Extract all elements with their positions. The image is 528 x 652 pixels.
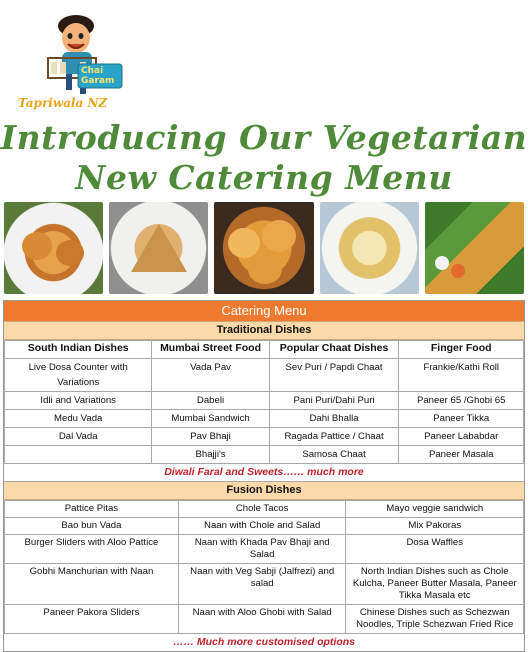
menu-cell xyxy=(5,446,152,464)
menu-cell: Chinese Dishes such as Schezwan Noodles, Triple Schezwan Fried Rice xyxy=(346,605,524,634)
menu-cell: Naan with Veg Sabji (Jalfrezi) and salad xyxy=(178,564,346,605)
menu-cell: Pattice Pitas xyxy=(5,501,179,518)
menu-cell: Live Dosa Counter with Variations xyxy=(5,359,152,392)
traditional-note: Diwali Faral and Sweets…… much more xyxy=(4,464,524,482)
menu-cell: Paneer Lababdar xyxy=(399,428,524,446)
traditional-dishes-heading: Traditional Dishes xyxy=(4,321,524,340)
menu-cell: Mix Pakoras xyxy=(346,518,524,535)
sandwich-photo xyxy=(109,202,208,294)
menu-cell: Dahi Bhalla xyxy=(269,410,399,428)
table-row xyxy=(5,428,524,446)
fusion-dishes-table xyxy=(4,500,524,634)
menu-cell: Paneer Tikka xyxy=(399,410,524,428)
menu-cell: Medu Vada xyxy=(5,410,152,428)
menu-cell: Burger Sliders with Aloo Pattice xyxy=(5,535,179,564)
logo-name-text: Tapriwala NZ xyxy=(18,96,108,110)
menu-cell: Dabeli xyxy=(152,392,269,410)
menu-cell: Chole Tacos xyxy=(178,501,346,518)
logo-garam-text: Garam xyxy=(81,76,115,86)
menu-cell: Samosa Chaat xyxy=(269,446,399,464)
menu-cell: Dal Vada xyxy=(5,428,152,446)
column-header: South Indian Dishes xyxy=(5,341,152,359)
menu-cell: Naan with Khada Pav Bhaji and Salad xyxy=(178,535,346,564)
food-photo-strip xyxy=(4,202,524,294)
table-row xyxy=(5,605,524,634)
chaat-photo xyxy=(320,202,419,294)
pav-bhaji-photo xyxy=(214,202,313,294)
menu-cell: Dosa Waffles xyxy=(346,535,524,564)
column-header: Popular Chaat Dishes xyxy=(269,341,399,359)
fusion-dishes-heading: Fusion Dishes xyxy=(4,482,524,500)
headline-line-1: Introducing Our Vegetarian xyxy=(0,118,528,157)
table-row xyxy=(5,518,524,535)
menu-cell: Vada Pav xyxy=(152,359,269,392)
menu-cell: Paneer Masala xyxy=(399,446,524,464)
menu-cell: Paneer 65 /Ghobi 65 xyxy=(399,392,524,410)
dosa-photo xyxy=(425,202,524,294)
table-row xyxy=(5,564,524,605)
menu-cell: North Indian Dishes such as Chole Kulcha, Paneer Butter Masala, Paneer Tikka Masala etc xyxy=(346,564,524,605)
menu-cell: Pav Bhaji xyxy=(152,428,269,446)
menu-cell: Mumbai Sandwich xyxy=(152,410,269,428)
menu-cell: Idli and Variations xyxy=(5,392,152,410)
menu-cell: Ragada Pattice / Chaat xyxy=(269,428,399,446)
menu-cell: Bhajji's xyxy=(152,446,269,464)
menu-cell: Sev Puri / Papdi Chaat xyxy=(269,359,399,392)
fusion-note: …… Much more customised options xyxy=(172,636,356,648)
vada-pav-photo xyxy=(4,202,103,294)
table-row xyxy=(5,446,524,464)
menu-cell: Naan with Chole and Salad xyxy=(178,518,346,535)
menu-cell: Naan with Aloo Ghobi with Salad xyxy=(178,605,346,634)
table-row xyxy=(5,535,524,564)
table-row xyxy=(5,410,524,428)
table-row xyxy=(5,501,524,518)
menu-cell: Mayo veggie sandwich xyxy=(346,501,524,518)
catering-menu-table xyxy=(3,300,525,652)
logo-chai-text: Chai xyxy=(81,66,104,76)
menu-cell: Frankie/Kathi Roll xyxy=(399,359,524,392)
menu-cell: Bao bun Vada xyxy=(5,518,179,535)
menu-cell: Pani Puri/Dahi Puri xyxy=(269,392,399,410)
column-header: Mumbai Street Food xyxy=(152,341,269,359)
catering-menu-title: Catering Menu xyxy=(4,301,524,321)
table-row xyxy=(5,392,524,410)
menu-cell: Gobhi Manchurian with Naan xyxy=(5,564,179,605)
brand-logo xyxy=(18,6,128,116)
menu-cell: Paneer Pakora Sliders xyxy=(5,605,179,634)
headline-line-2: New Catering Menu xyxy=(75,158,453,197)
table-row xyxy=(5,359,524,392)
traditional-dishes-table xyxy=(4,340,524,464)
column-header: Finger Food xyxy=(399,341,524,359)
